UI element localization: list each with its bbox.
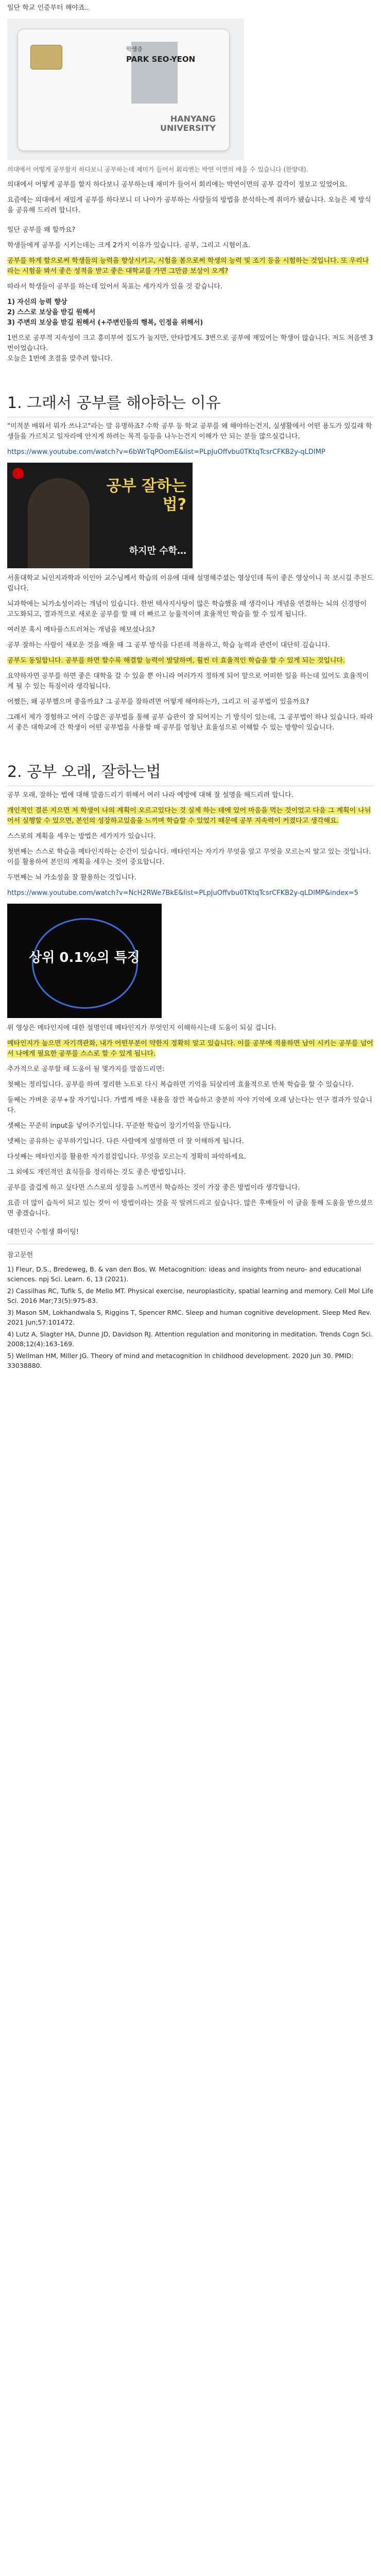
s1-p2: 뇌과학에는 뇌가소성이라는 개념이 있습니다. 한번 텍사지사탕이 많은 학습했을 때 생각이나 개념을 연결하는 뇌의 신경망이 고도화되고, 결과적으로 새로운 공부를 할 때 더 빠르고 능률적이며 효율적인 학습을 할 수 있게 됩니다.: [7, 600, 367, 618]
student-card-image: [7, 19, 244, 160]
video-2-title: 상위 0.1%의 특징: [29, 950, 140, 965]
s2-p7: [7, 1039, 374, 1059]
top-text: 일단 학교 인증부터 해야죠..: [7, 4, 89, 12]
goals-note: 1번으로 공부적 지속성이 크고 흥미부여 집도가 높지만, 안타깝게도 3번으로 공부에 재밌어는 학생이 많습니다. 저도 처음엔 3번이었습니다. 오늘은 1번에 초점을 맞추려 합니다.: [7, 334, 373, 363]
s1-p3: 여러분 혹시 메타플스트러쳐는 개념을 해보셨나요?: [7, 626, 155, 634]
s1-p1: 서울대학교 뇌인지과학과 이인아 교수님께서 학습의 이유에 대해 설명해주셨는 영상인데 특이 좋은 영상이니 꼭 보시길 추천드립니다.: [7, 574, 373, 592]
references: [7, 1250, 374, 1370]
youtube-link-2[interactable]: https://www.youtube.com/watch?v=NcH2RWe7BkE&list=PLpJuOffvbu0TKtqTcsrCFKB2y-qLDIMP&index=5: [7, 889, 358, 897]
s2-p5: 두번째는 뇌 가소성을 잘 활용하는 것입니다.: [7, 874, 136, 882]
s2-p9: 그 외에도 개인적인 효식들을 정리하는 것도 좋은 방법입니다.: [7, 1168, 186, 1176]
q1-body: 학생들에게 공부를 시키는데는 크게 2가지 이유가 있습니다. 공부, 그리고 시험이죠.: [7, 242, 251, 249]
q1-highlight: 공부를 하게 함으로써 학생들의 능력을 향상시키고, 시험을 봄으로써 학생의 능력 및 조기 등을 시험하는 것입니다. 또 우리나라는 시험을 봐서 좋은 성적을 받고 좋은 대학교를 가면 그만큼 보상이 오게?: [7, 257, 369, 275]
s1-quote: "미적분 배워서 뭐가 쓰냐고"라는 말 유명하죠? 수학 공부 등 학교 공부를 왜 해야하는건지, 실생활에서 어떤 용도가 있길래 학생들을 가르치고 일자리에 안지게 하려는 목적 등등을 나누는건지 이해가 안 되는 분들 많으실겁니다.: [7, 422, 372, 440]
s1-p8: 그래서 제가 경험하고 여러 수많은 공부법을 통해 공부 습관이 잘 되어지는 기 방식이 있는데, 그 공부법이 하나 있습니다. 따라서 좋은 대학교에 간 학생이 어떤 공부법을 사용할 때 공부를 엄청난 효율성으로 이해할 수 있는 방향이 있습니다.: [7, 714, 373, 732]
card-caption: 의대에서 어떻게 공부할지 하다보니 공부하는데 제미가 들어서 회리엔는 박연 이면의 배울 수 있습니다 (한양대).: [7, 166, 308, 173]
intro-2: 요즘에는 의대에서 재밌게 공부를 하다보니 더 나아가 공부하는 사람들의 방법을 분석하는게 취미가 됐습니다. 오늘은 제 방식을 공유해 드리려 합니다.: [7, 196, 371, 214]
card-name: PARK SEO-YEON: [126, 55, 196, 64]
s1-p7: 어쨌든, 왜 공부했으며 좋을까요? 그 공부를 잘하려면 어떻게 해야하는가, 그리고 이 공부법이 있을까요?: [7, 698, 309, 706]
thanks: 대한민국 수험생 화이팅!: [7, 1228, 79, 1236]
goal-2: 2) 스스로 보상을 받길 원해서: [7, 309, 96, 316]
s1-p5: [7, 656, 374, 666]
section-1-title: 1. 그래서 공부를 해야하는 이유: [7, 390, 374, 417]
s1-link[interactable]: [7, 447, 374, 457]
tip-1: 첫째는 정리입니다. 공부를 하며 정리한 노트로 다시 복습하면 기억을 되살리며 효율적으로 반복 학습을 할 수 있습니다.: [7, 1081, 354, 1089]
article: [0, 3, 381, 1370]
card-label: 학생증: [126, 46, 143, 53]
s2-p6: 위 영상은 메타인지에 대한 설명인데 메타인지가 무엇인지 이해하시는데 도움이 되실 겁니다.: [7, 1024, 276, 1032]
tip-5: 다섯째는 메타인지를 활용한 자기점검입니다. 무엇을 모르는지 정확히 파악하세요.: [7, 1153, 247, 1161]
references-title: 참고문헌: [7, 1251, 33, 1259]
s2-p1: 공부 오래, 잘하는 법에 대해 말씀드리기 위해서 여러 나라 예방에 대해 잘 설명을 해드리려 합니다.: [7, 791, 293, 799]
tip-2: 둘째는 가벼운 공부+잘 자기입니다. 가볍게 배운 내용을 잠깐 복습하고 충분히 자야 기억에 오래 남는다는 연구 결과가 있습니다.: [7, 1096, 373, 1114]
tip-4: 넷째는 공유하는 공부하기입니다. 다른 사람에게 설명하면 더 잘 이해하게 됩니다.: [7, 1138, 244, 1145]
s1-p5-highlight: 공부도 동일합니다. 공부를 하면 할수록 해결할 능력이 발달하며, 훨씬 더 효율적인 학습을 할 수 있게 되는 것입니다.: [7, 657, 345, 665]
q1-heading: 일단 공부를 왜 할까요?: [7, 226, 76, 234]
reference-item: 5) Wellman HM, Miller JG. Theory of mind and metacognition in childhood development. 2020 Jun 30. PMID: 33038880.: [7, 1352, 354, 1369]
q1-body-3: 따라서 학생들이 공부를 하는데 있어서 목표는 세가지가 있을 것 같습니다.: [7, 283, 223, 291]
s2-p8: 추가적으로 공부할 때 도움이 될 몇가지를 말씀드리면:: [7, 1065, 165, 1073]
s1-p6: 요약하자면 공부를 하면 좋은 대학을 갈 수 있을 뿐 아니라 여러가지 정하게 되어 앞으로 어떠한 일을 하는데 있어도 효율적이게 될 수 있는 특징이라 생각됩니다.: [7, 672, 369, 690]
s2-p2-highlight: 개인적인 결론 지으면 저 학생이 나의 계획이 오르고있다는 것 실제 하는 데에 있어 마음을 먹는 것이었고 다음 그 계획이 나뉘어서 실행할 수 있으면, 본인의 성장하고있음을 느끼며 학습할 수 있었기 때문에 공부 지속력이 커졌다고 생각해요.: [7, 807, 371, 825]
section-2-title: 2. 공부 오래, 잘하는법: [7, 759, 374, 786]
video-thumbnail-2[interactable]: [7, 904, 162, 1018]
s2-link[interactable]: [7, 888, 374, 899]
video-1-sub: 하지만 수학…: [129, 546, 186, 556]
s1-p4: 공부 잘하는 사람이 새로운 것을 배울 때 그 공부 방식을 다른데 적용하고, 학습 능력과 관련이 대단히 깊습니다.: [7, 641, 330, 649]
reference-item: 1) Fleur, D.S., Bredeweg, B. & van den Bos, W. Metacognition: ideas and insights from neuro- and educational sciences. npj Sci. Learn. 6, 13 (2021).: [7, 1265, 361, 1283]
s2-p10: 공부를 즐겁게 하고 싶다면 스스로의 성장을 느끼면서 학습하는 것이 가장 좋은 방법이라 생각합니다.: [7, 1184, 300, 1192]
student-card: [18, 29, 230, 151]
reference-item: 2) Cassilhas RC, Tufik S, de Mello MT. Physical exercise, neuroplasticity, spatial learning and memory. Cell Mol Life Sci. 2016 Mar;73(5):975-83.: [7, 1287, 374, 1304]
q1-body-2: [7, 256, 374, 277]
s2-p2: [7, 806, 374, 826]
intro-1: 의대에서 어떻게 공부를 할지 하다보니 공부하는데 재미가 들어서 회리에는 박연이면의 공부 감각이 정보고 있었어요.: [7, 181, 348, 189]
goal-3: 3) 주변의 보상을 받길 원해서 (+주변인들의 행복, 인정을 위해서): [7, 319, 203, 327]
s2-p7-highlight: 메타인지가 높으면 자기객관화, 내가 어떤부분이 약한지 정확히 알고 있습니다. 이를 공부에 적용하면 남이 시키는 공부를 넘어서 나에게 필요한 공부를 스스로 할 수 있게 됩니다.: [7, 1040, 373, 1058]
reference-item: 3) Mason SM, Lokhandwala S, Riggins T, Spencer RMC. Sleep and human cognitive development. Sleep Med Rev. 2021 Jun;57:101472.: [7, 1309, 372, 1326]
card-university: HANYANG UNIVERSITY: [160, 114, 216, 133]
video-1-title: 공부 잘하는 법?: [106, 477, 186, 514]
s2-p4: 첫번째는 스스로 학습을 메타인지하는 순간이 있습니다. 메타인지는 자기가 무엇을 알고 무엇을 모르는지 알고 있는 것입니다. 이를 활용하여 본인의 계획을 세우는 것이 중요합니다.: [7, 848, 371, 866]
play-icon: [12, 468, 24, 479]
card-chip-icon: [30, 45, 62, 70]
s2-p3: 스스로의 계획을 세우는 방법은 세가지가 있습니다.: [7, 833, 156, 840]
goal-1: 1) 자신의 능력 향상: [7, 298, 67, 306]
tip-3: 셋째는 꾸준히 input을 넣어주기입니다. 꾸준한 학습이 장기기억을 만듭니다.: [7, 1122, 231, 1130]
video-thumbnail-1[interactable]: [7, 463, 193, 568]
s2-p11: 요즘 더 많이 습득이 되고 있는 것이 이 방법이라는 것을 꼭 알려드리고 싶습니다. 많은 후배들이 이 글을 통해 도움을 받으셨으면 좋겠습니다.: [7, 1199, 373, 1217]
youtube-link-1[interactable]: https://www.youtube.com/watch?v=6bWrTqPOomE&list=PLpJuOffvbu0TKtqTcsrCFKB2y-qLDIMP: [7, 448, 325, 456]
reference-item: 4) Lutz A, Slagter HA, Dunne JD, Davidson RJ. Attention regulation and monitoring in meditation. Trends Cogn Sci. 2008;12(4):163-169.: [7, 1330, 373, 1348]
speaker-image: [28, 478, 90, 568]
